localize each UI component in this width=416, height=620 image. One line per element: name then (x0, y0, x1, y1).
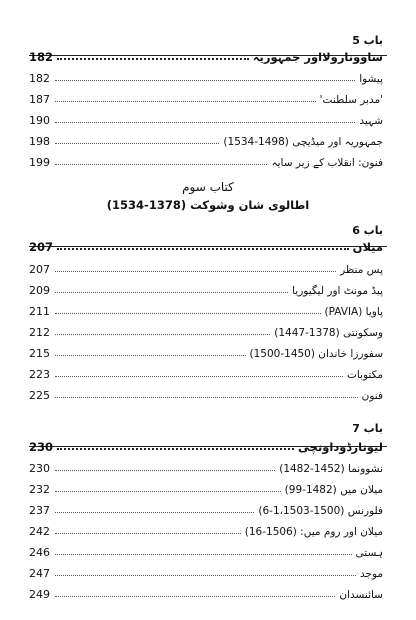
entry-title: جمہوریہ اور میڈیچی (1498-1534) (223, 136, 383, 148)
dot-leader (55, 554, 352, 555)
chapter-label: باب 5 (352, 34, 383, 47)
toc-entry (29, 151, 383, 169)
page-number: 247 (29, 567, 50, 580)
toc-entry (29, 520, 383, 538)
page-number: 211 (29, 305, 50, 318)
toc-entry (29, 279, 383, 297)
page-number: 182 (29, 50, 54, 64)
entry-title: ہستی (355, 547, 383, 559)
dot-leader (55, 533, 241, 534)
entry-title: پاویا (PAVIA) (324, 306, 383, 318)
dot-leader (57, 448, 294, 450)
page-number: 223 (29, 368, 50, 381)
toc-entry (29, 88, 383, 106)
dot-leader (55, 292, 288, 293)
page-number: 237 (29, 504, 50, 517)
page-number: 199 (29, 156, 50, 169)
page-number: 215 (29, 347, 50, 360)
toc-main-entry (29, 46, 383, 64)
toc-entry (29, 562, 383, 580)
page-number: 230 (29, 440, 54, 454)
entry-title: سائنسدان (339, 589, 383, 601)
dot-leader (57, 58, 249, 60)
dot-leader (55, 80, 355, 81)
page-number: 207 (29, 263, 50, 276)
dot-leader (55, 101, 316, 102)
toc-entry (29, 583, 383, 601)
dot-leader (55, 491, 281, 492)
dot-leader (55, 575, 356, 576)
dot-leader (55, 355, 246, 356)
entry-title: 'مدبر سلطنت' (319, 94, 383, 106)
toc-entry (29, 541, 383, 559)
toc-main-entry (29, 436, 383, 454)
dot-leader (55, 164, 267, 165)
chapter-label: باب 7 (352, 422, 383, 435)
toc-entry (29, 342, 383, 360)
dot-leader (55, 470, 275, 471)
dot-leader (55, 596, 335, 597)
entry-title: میلان (352, 240, 383, 254)
page-number: 230 (29, 462, 50, 475)
toc-entry (29, 130, 383, 148)
book-heading (0, 180, 416, 212)
page-number: 242 (29, 525, 50, 538)
toc-main-entry (29, 236, 383, 254)
book-subtitle: اطالوی شان وشوکت (1378-1534) (106, 198, 310, 212)
entry-title: مکتوبات (346, 369, 383, 381)
toc-entry (29, 67, 383, 85)
entry-title: وسکونتی (1378-1447) (274, 327, 383, 339)
chapter-label: باب 6 (352, 224, 383, 237)
book-label: کتاب سوم (182, 180, 234, 194)
toc-entry (29, 258, 383, 276)
entry-title: نشوونما (1452-1482) (279, 463, 383, 475)
entry-title: فنون: انقلاب کے زیر سایہ (271, 157, 383, 169)
entry-title: فلورنس (1500-1،1503-6) (258, 505, 383, 517)
page-number: 246 (29, 546, 50, 559)
entry-title: فنون (361, 390, 383, 402)
dot-leader (55, 397, 358, 398)
page-number: 209 (29, 284, 50, 297)
entry-title: پس منظر (340, 264, 383, 276)
page-number: 249 (29, 588, 50, 601)
dot-leader (55, 512, 254, 513)
dot-leader (55, 334, 270, 335)
entry-title: میلان اور روم میں: (1506-16) (244, 526, 383, 538)
page-number: 207 (29, 240, 54, 254)
entry-title: پیڈ مونٹ اور لیگیوریا (292, 285, 383, 297)
page-number: 190 (29, 114, 50, 127)
dot-leader (55, 313, 321, 314)
page-number: 212 (29, 326, 50, 339)
page-number: 232 (29, 483, 50, 496)
entry-title: ساوونارولااور جمہوریہ (252, 50, 383, 64)
page-number: 182 (29, 72, 50, 85)
dot-leader (55, 143, 219, 144)
toc-entry (29, 478, 383, 496)
toc-entry (29, 300, 383, 318)
toc-entry (29, 457, 383, 475)
page-number: 198 (29, 135, 50, 148)
toc-entry (29, 499, 383, 517)
entry-title: پیشوا (359, 73, 383, 85)
toc-entry (29, 109, 383, 127)
toc-entry (29, 363, 383, 381)
dot-leader (55, 376, 343, 377)
entry-title: لیونارڈوداونچی (298, 440, 383, 454)
toc-entry (29, 384, 383, 402)
dot-leader (55, 271, 336, 272)
page-number: 225 (29, 389, 50, 402)
entry-title: سفورزا خاندان (1450-1500) (249, 348, 383, 360)
dot-leader (55, 122, 355, 123)
dot-leader (57, 248, 349, 250)
page-number: 187 (29, 93, 50, 106)
entry-title: میلان میں (1482-99) (284, 484, 383, 496)
toc-entry (29, 321, 383, 339)
entry-title: موجد (359, 568, 383, 580)
entry-title: شہید (359, 115, 383, 127)
